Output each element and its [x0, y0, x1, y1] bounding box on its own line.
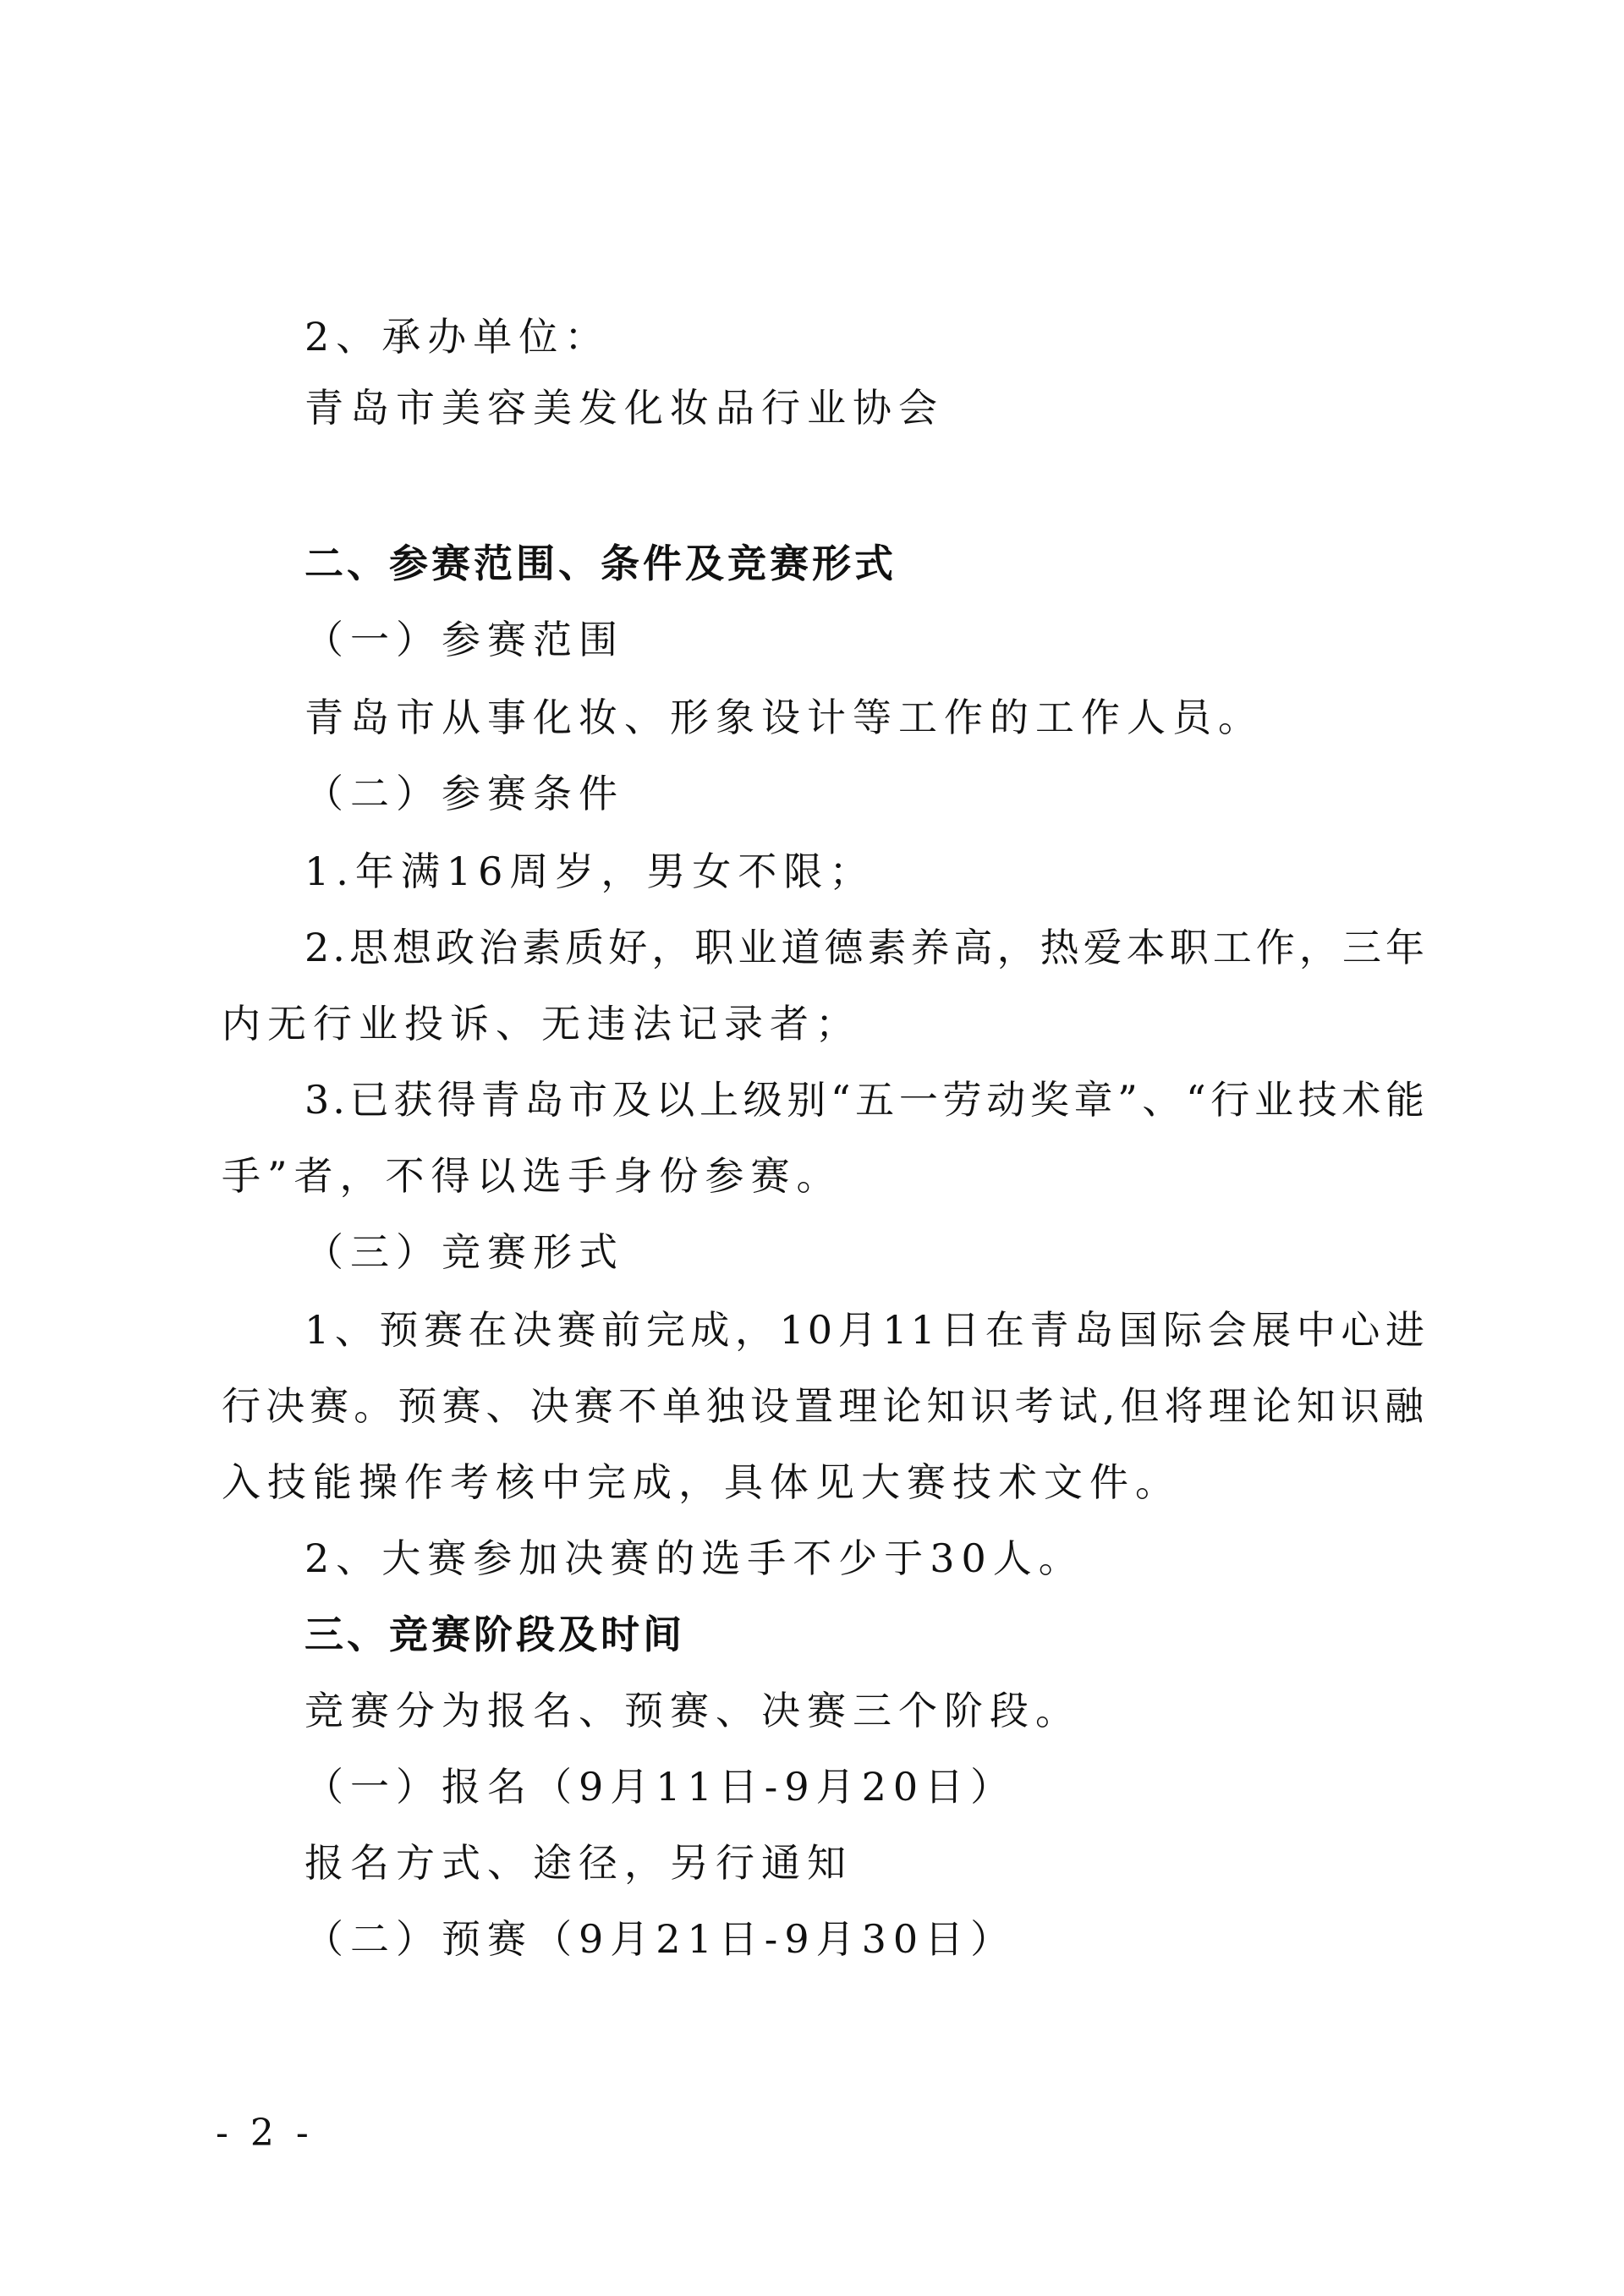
condition-item-2-line-2: 内无行业投诉、无违法记录者；	[222, 1001, 861, 1046]
section-heading-3: 三、竞赛阶段及时间	[304, 1612, 685, 1657]
condition-item-3-line-2: 手”者，不得以选手身份参赛。	[222, 1153, 842, 1199]
organizer-name: 青岛市美容美发化妆品行业协会	[304, 385, 944, 431]
format-item-1-line-1: 1、预赛在决赛前完成，10月11日在青岛国际会展中心进	[304, 1307, 1428, 1353]
stage-registration-heading: （一）报名（9月11日-9月20日）	[304, 1764, 1017, 1810]
format-item-2: 2、大赛参加决赛的选手不少于30人。	[304, 1535, 1084, 1581]
condition-item-3-line-1: 3.已获得青岛市及以上级别“五一劳动奖章”、“行业技术能	[304, 1077, 1428, 1123]
condition-item-1: 1.年满16周岁，男女不限；	[304, 849, 875, 894]
registration-note: 报名方式、途径，另行通知	[304, 1840, 853, 1886]
stage-preliminary-heading: （二）预赛（9月21日-9月30日）	[304, 1916, 1017, 1962]
condition-item-2-line-1: 2.思想政治素质好，职业道德素养高，热爱本职工作，三年	[304, 925, 1428, 970]
section-heading-2: 二、参赛范围、条件及竞赛形式	[304, 541, 897, 586]
subsection-heading-format: （三）竞赛形式	[304, 1229, 624, 1275]
subsection-heading-scope: （一）参赛范围	[304, 617, 624, 662]
organizer-item-2: 2、承办单位：	[304, 314, 611, 360]
page-number: - 2 -	[216, 2112, 314, 2155]
paragraph-stages: 竞赛分为报名、预赛、决赛三个阶段。	[304, 1688, 1081, 1733]
subsection-heading-conditions: （二）参赛条件	[304, 771, 624, 816]
paragraph-scope: 青岛市从事化妆、形象设计等工作的工作人员。	[304, 695, 1264, 740]
format-item-1-line-3: 入技能操作考核中完成，具体见大赛技术文件。	[222, 1459, 1181, 1505]
format-item-1-line-2: 行决赛。预赛、决赛不单独设置理论知识考试,但将理论知识融	[222, 1383, 1427, 1429]
